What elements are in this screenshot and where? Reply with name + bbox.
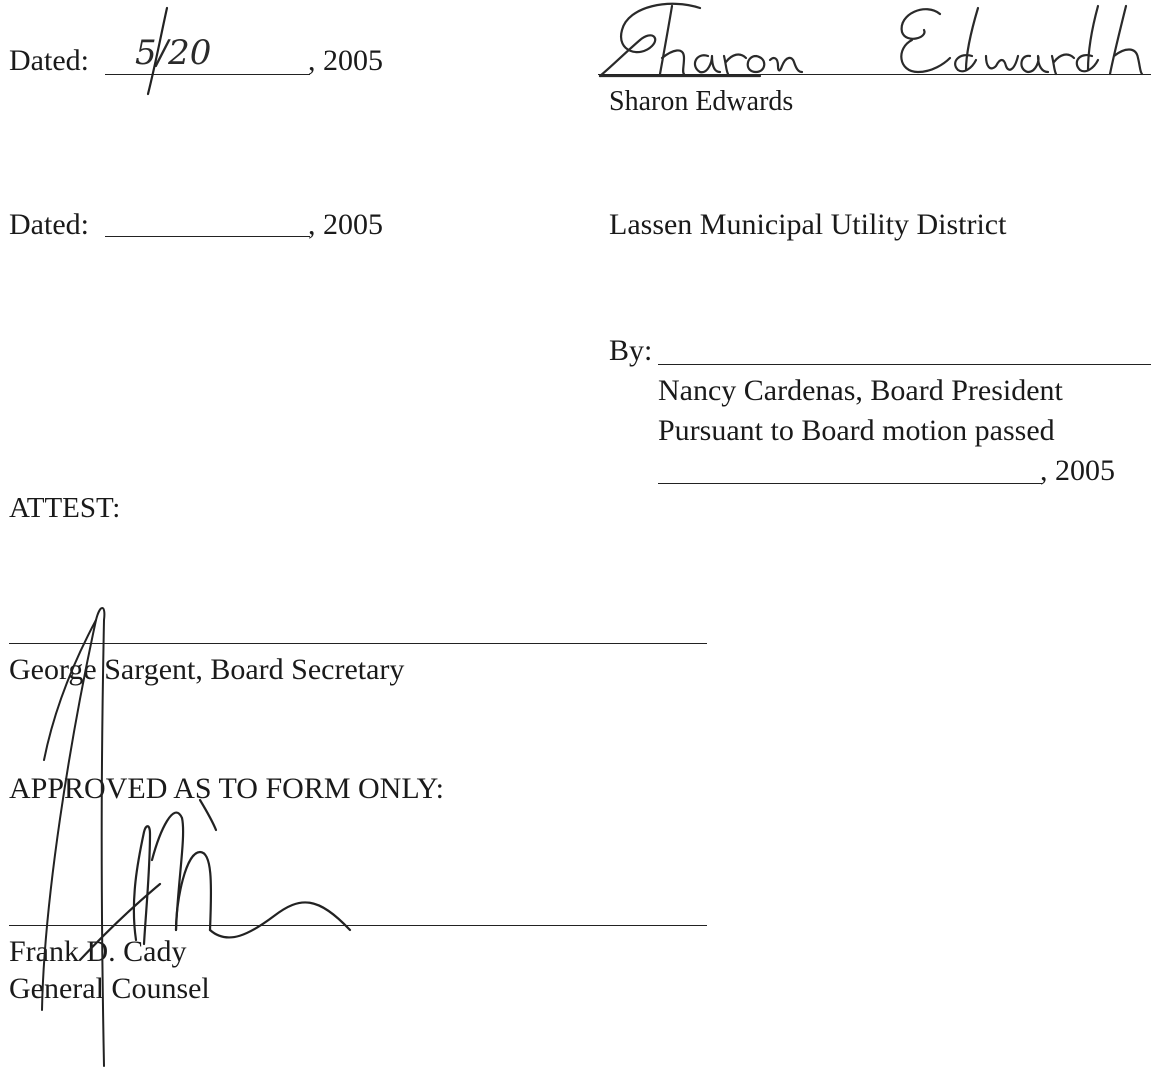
dated-blank-line-2[interactable]	[105, 236, 310, 237]
by-motion-note: Pursuant to Board motion passed	[658, 414, 1055, 447]
sharon-edwards-signature	[600, 4, 1142, 76]
dated-label-2: Dated:	[9, 208, 89, 241]
motion-date-line[interactable]	[658, 483, 1042, 484]
sharon-signature-line[interactable]	[598, 74, 1151, 75]
dated-label-1: Dated:	[9, 44, 89, 77]
by-label: By:	[609, 334, 653, 367]
handwritten-date: 5/20	[135, 33, 212, 73]
attest-label: ATTEST:	[9, 492, 121, 524]
attest-signer-title: George Sargent, Board Secretary	[9, 653, 405, 686]
organization-name: Lassen Municipal Utility District	[609, 208, 1007, 241]
attest-signature-line[interactable]	[9, 643, 707, 644]
dated-blank-line-1[interactable]	[105, 74, 310, 75]
dated-year-2: , 2005	[308, 208, 383, 241]
approved-signer-title: General Counsel	[9, 972, 210, 1005]
approved-signer-name: Frank D. Cady	[9, 935, 187, 968]
sharon-printed-name: Sharon Edwards	[609, 86, 794, 117]
approved-label: APPROVED AS TO FORM ONLY:	[9, 772, 444, 805]
motion-year: , 2005	[1040, 454, 1115, 487]
by-signature-line[interactable]	[658, 364, 1151, 365]
dated-year-1: , 2005	[308, 44, 383, 77]
by-signer-title: Nancy Cardenas, Board President	[658, 374, 1063, 407]
approved-signature-line[interactable]	[9, 925, 707, 926]
